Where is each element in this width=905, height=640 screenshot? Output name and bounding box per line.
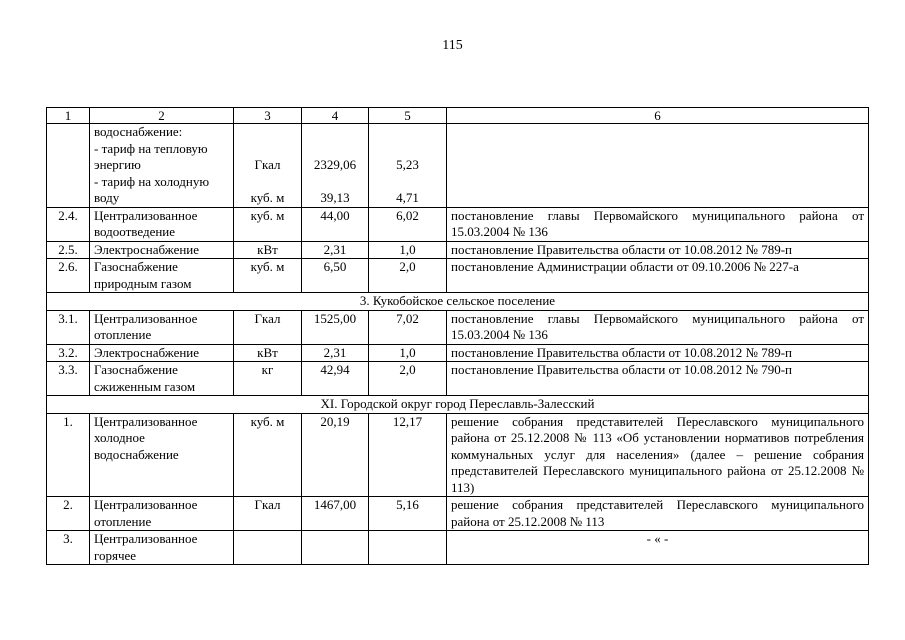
service-name-cell — [90, 531, 234, 565]
unit: Гкал — [254, 310, 281, 326]
legal-basis-cell — [447, 259, 869, 293]
table-row — [47, 344, 869, 362]
item-number-cell — [47, 413, 90, 497]
tariff-table — [46, 107, 869, 565]
legal-basis-cell — [447, 310, 869, 344]
legal-basis-cell — [447, 207, 869, 241]
norm-value-cell — [369, 413, 447, 497]
tariff-value-cell — [302, 207, 369, 241]
legal-basis: постановление Правительства области от 10.08.2012 № 790-п — [451, 362, 792, 377]
unit-cell — [234, 531, 302, 565]
tariff-value: 44,00 — [320, 207, 350, 223]
item-number-cell — [47, 124, 90, 208]
tariff-value: 2329,06 39,13 — [313, 157, 357, 205]
norm-value: 2,0 — [399, 362, 416, 377]
norm-value-cell — [369, 241, 447, 259]
tariff-value-cell — [302, 344, 369, 362]
item-number-cell — [47, 241, 90, 259]
table-row — [47, 259, 869, 293]
tariff-value-cell — [302, 531, 369, 565]
item-number: 2.5. — [58, 241, 78, 257]
column-number-header: 6 — [447, 108, 869, 124]
norm-value: 2,0 — [399, 259, 416, 274]
unit-cell — [234, 362, 302, 396]
unit-cell — [234, 124, 302, 208]
unit: куб. м — [250, 259, 285, 274]
item-number: 3.1. — [58, 310, 78, 326]
unit: кВт — [257, 344, 278, 360]
unit-cell — [234, 259, 302, 293]
norm-value-cell — [369, 310, 447, 344]
norm-value-cell — [369, 497, 447, 531]
service-name-cell — [90, 310, 234, 344]
unit: куб. м — [250, 207, 285, 223]
table-row — [47, 362, 869, 396]
item-number-cell — [47, 207, 90, 241]
service-name: Электроснабжение — [94, 241, 200, 257]
unit-cell — [234, 310, 302, 344]
norm-value: 7,02 — [396, 310, 419, 326]
item-number-cell — [47, 310, 90, 344]
tariff-value: 1525,00 — [313, 310, 357, 326]
service-name: Централизованное отопление — [94, 497, 198, 529]
norm-value-cell — [369, 207, 447, 241]
unit-cell — [234, 207, 302, 241]
tariff-value: 42,94 — [320, 362, 350, 377]
service-name-cell — [90, 362, 234, 396]
legal-basis: постановление главы Первомайского муниципального района от 15.03.2004 № 136 — [451, 207, 864, 239]
tariff-value-cell — [302, 310, 369, 344]
norm-value-cell — [369, 531, 447, 565]
tariff-value-cell — [302, 241, 369, 259]
tariff-value: 6,50 — [323, 259, 347, 274]
norm-value-cell — [369, 124, 447, 208]
service-name: водоснабжение: - тариф на тепловую энергию - тариф на холодную воду — [94, 124, 210, 205]
tariff-value: 20,19 — [320, 413, 350, 429]
column-number-header: 3 — [234, 108, 302, 124]
table-row — [47, 124, 869, 208]
service-name: Газоснабжение природным газом — [94, 259, 192, 291]
service-name: Централизованное горячее — [94, 531, 198, 563]
table-header-row — [47, 108, 869, 124]
section-heading: 3. Кукобойское сельское поселение — [47, 293, 869, 311]
tariff-value-cell — [302, 413, 369, 497]
norm-value-cell — [369, 344, 447, 362]
norm-value: 5,16 — [396, 497, 419, 512]
legal-basis: постановление Правительства области от 10.08.2012 № 789-п — [451, 241, 792, 257]
tariff-value: 2,31 — [323, 241, 347, 257]
tariff-value: 2,31 — [323, 344, 347, 360]
legal-basis-cell — [447, 124, 869, 208]
legal-basis-cell — [447, 413, 869, 497]
section-heading-row — [47, 293, 869, 311]
table-row — [47, 531, 869, 565]
legal-basis-cell — [447, 241, 869, 259]
tariff-value-cell — [302, 124, 369, 208]
service-name-cell — [90, 413, 234, 497]
unit: кг — [261, 362, 274, 377]
service-name: Централизованное холодное водоснабжение — [94, 413, 198, 462]
table-row — [47, 310, 869, 344]
unit-cell — [234, 497, 302, 531]
unit: Гкал куб. м — [250, 157, 285, 205]
unit: куб. м — [250, 413, 285, 429]
service-name-cell — [90, 259, 234, 293]
table-row — [47, 207, 869, 241]
norm-value: 6,02 — [396, 207, 419, 223]
table-row — [47, 413, 869, 497]
table-row — [47, 497, 869, 531]
unit-cell — [234, 241, 302, 259]
unit-cell — [234, 413, 302, 497]
item-number: 1. — [63, 413, 73, 429]
norm-value: 1,0 — [399, 344, 416, 360]
section-heading: XI. Городской округ город Переславль-Залесский — [47, 396, 869, 414]
item-number: 3.2. — [58, 344, 78, 360]
norm-value-cell — [369, 362, 447, 396]
item-number-cell — [47, 497, 90, 531]
item-number-cell — [47, 362, 90, 396]
column-number-header: 1 — [47, 108, 90, 124]
service-name: Электроснабжение — [94, 344, 200, 360]
item-number-cell — [47, 531, 90, 565]
legal-basis: постановление Правительства области от 10.08.2012 № 789-п — [451, 344, 792, 360]
item-number-cell — [47, 259, 90, 293]
legal-basis-cell — [447, 362, 869, 396]
column-number-header: 4 — [302, 108, 369, 124]
page-number: 115 — [442, 38, 463, 53]
norm-value-cell — [369, 259, 447, 293]
tariff-value-cell — [302, 259, 369, 293]
service-name: Газоснабжение сжиженным газом — [94, 362, 196, 394]
unit: кВт — [257, 241, 278, 257]
legal-basis: постановление Администрации области от 09.10.2006 № 227-а — [451, 259, 799, 274]
column-number-header: 2 — [90, 108, 234, 124]
service-name-cell — [90, 124, 234, 208]
legal-basis: постановление главы Первомайского муниципального района от 15.03.2004 № 136 — [451, 310, 864, 342]
tariff-value-cell — [302, 362, 369, 396]
legal-basis-cell — [447, 497, 869, 531]
column-number-header: 5 — [369, 108, 447, 124]
section-heading-row — [47, 396, 869, 414]
service-name-cell — [90, 344, 234, 362]
service-name-cell — [90, 207, 234, 241]
norm-value: 5,23 4,71 — [396, 157, 419, 205]
service-name-cell — [90, 241, 234, 259]
norm-value: 1,0 — [399, 241, 416, 257]
service-name: Централизованное отопление — [94, 310, 198, 342]
tariff-value-cell — [302, 497, 369, 531]
legal-basis: решение собрания представителей Переславского муниципального района от 25.12.2008 № 113 — [451, 497, 864, 529]
item-number: 2. — [63, 497, 73, 512]
unit-cell — [234, 344, 302, 362]
tariff-value: 1467,00 — [313, 497, 357, 512]
legal-basis: решение собрания представителей Переславского муниципального района от 25.12.2008 № 113 «Об установлении нормативов потребления коммунальных услуг для населения» (далее – решение собрания представителей Переславского муниципального района от 25.12.2008 № 113) — [451, 413, 864, 495]
service-name: Централизованное водоотведение — [94, 207, 198, 239]
unit: Гкал — [254, 497, 281, 512]
item-number: 2.4. — [58, 207, 78, 223]
item-number: 2.6. — [58, 259, 78, 274]
legal-basis: - « - — [646, 531, 669, 546]
item-number-cell — [47, 344, 90, 362]
legal-basis-cell — [447, 344, 869, 362]
table-row — [47, 241, 869, 259]
item-number: 3.3. — [58, 362, 78, 377]
item-number: 3. — [63, 531, 73, 546]
service-name-cell — [90, 497, 234, 531]
legal-basis-cell — [447, 531, 869, 565]
norm-value: 12,17 — [392, 413, 423, 429]
